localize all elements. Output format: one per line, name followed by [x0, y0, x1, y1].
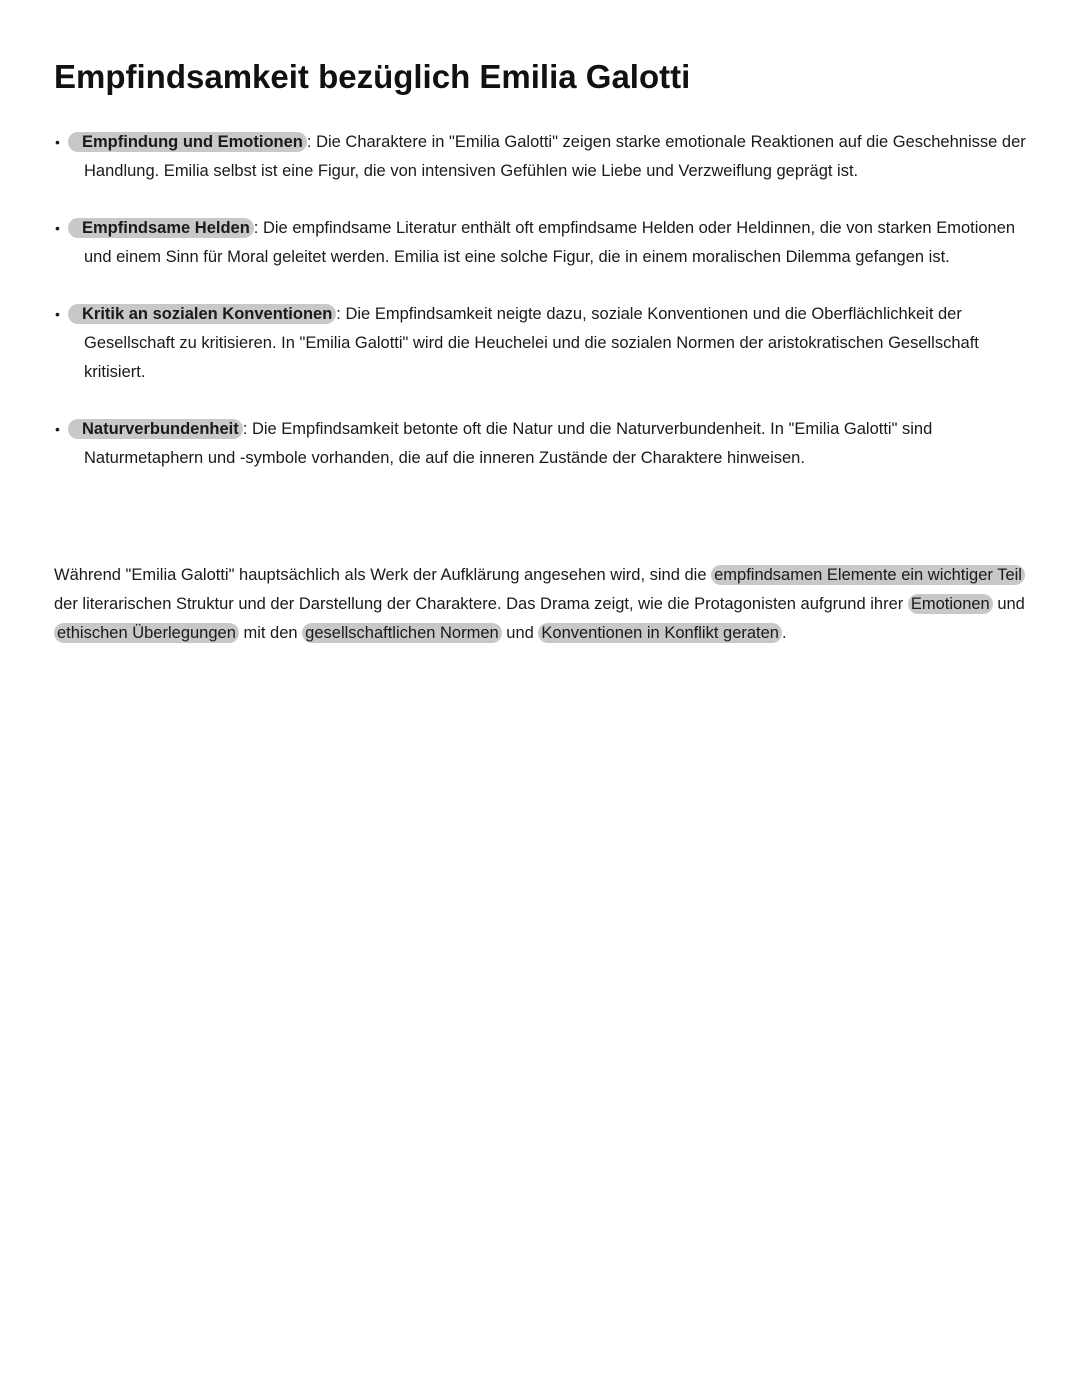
- summary-text: .: [781, 624, 787, 642]
- summary-highlight: ethischen Überlegungen: [54, 623, 239, 643]
- summary-highlight: Emotionen: [908, 594, 993, 614]
- summary-text: der literarischen Struktur und der Darstellung der Charaktere. Das Drama zeigt, wie die Protagonisten aufgrund ihrer: [54, 595, 908, 613]
- bullet-colon: :: [253, 219, 259, 237]
- bullet-colon: :: [242, 420, 248, 438]
- bullet-list: [0, 128, 1080, 501]
- bullet-text: Die Charaktere in "Emilia Galotti" zeigen starke emotionale Reaktionen auf die Geschehnisse der Handlung. Emilia selbst ist eine Figur, die von intensiven Gefühlen wie Liebe und Verzweiflung geprägt ist.: [84, 133, 1026, 180]
- bullet-term: Kritik an sozialen Konventionen: [68, 304, 336, 324]
- summary-highlight: gesellschaftlichen Normen: [302, 623, 502, 643]
- bullet-text: Die Empfindsamkeit betonte oft die Natur und die Naturverbundenheit. In "Emilia Galotti" sind Naturmetaphern und -symbole vorhanden, die auf die inneren Zustände der Charaktere hinweisen.: [84, 420, 933, 467]
- bullet-dot: •: [55, 306, 60, 322]
- summary-text: Während "Emilia Galotti" hauptsächlich als Werk der Aufklärung angesehen wird, sind die: [54, 566, 712, 584]
- bullet-text: Die Empfindsamkeit neigte dazu, soziale Konventionen und die Oberflächlichkeit der Gesellschaft zu kritisieren. In "Emilia Galotti" wird die Heuchelei und die sozialen Normen der aristokratischen Gesellschaft kritisiert.: [84, 305, 979, 381]
- summary-highlight: empfindsamen Elemente ein wichtiger Teil: [711, 565, 1025, 585]
- bullet-colon: :: [306, 133, 312, 151]
- bullet-term: Naturverbundenheit: [68, 419, 243, 439]
- summary-highlight: Konventionen in Konflikt geraten: [538, 623, 782, 643]
- bullet-text: Die empfindsame Literatur enthält oft empfindsame Helden oder Heldinnen, die von starken Emotionen und einem Sinn für Moral geleitet werden. Emilia ist eine solche Figur, die in einem moralischen Dilemma gefangen ist.: [84, 219, 1016, 266]
- list-item: [0, 415, 1029, 473]
- list-item: [0, 300, 1029, 387]
- bullet-colon: :: [336, 305, 341, 323]
- bullet-term: Empfindung und Emotionen: [68, 132, 307, 152]
- list-item: [0, 128, 1029, 186]
- bullet-dot: •: [55, 134, 60, 150]
- bullet-term: Empfindsame Helden: [68, 218, 254, 238]
- bullet-dot: •: [55, 220, 60, 236]
- summary-text: und: [992, 595, 1025, 613]
- summary-paragraph: [54, 561, 1029, 648]
- list-item: [0, 214, 1029, 272]
- summary-text: mit den: [238, 624, 303, 642]
- bullet-dot: •: [55, 421, 60, 437]
- page-title: Empfindsamkeit bezüglich Emilia Galotti: [54, 58, 691, 95]
- summary-text: und: [501, 624, 539, 642]
